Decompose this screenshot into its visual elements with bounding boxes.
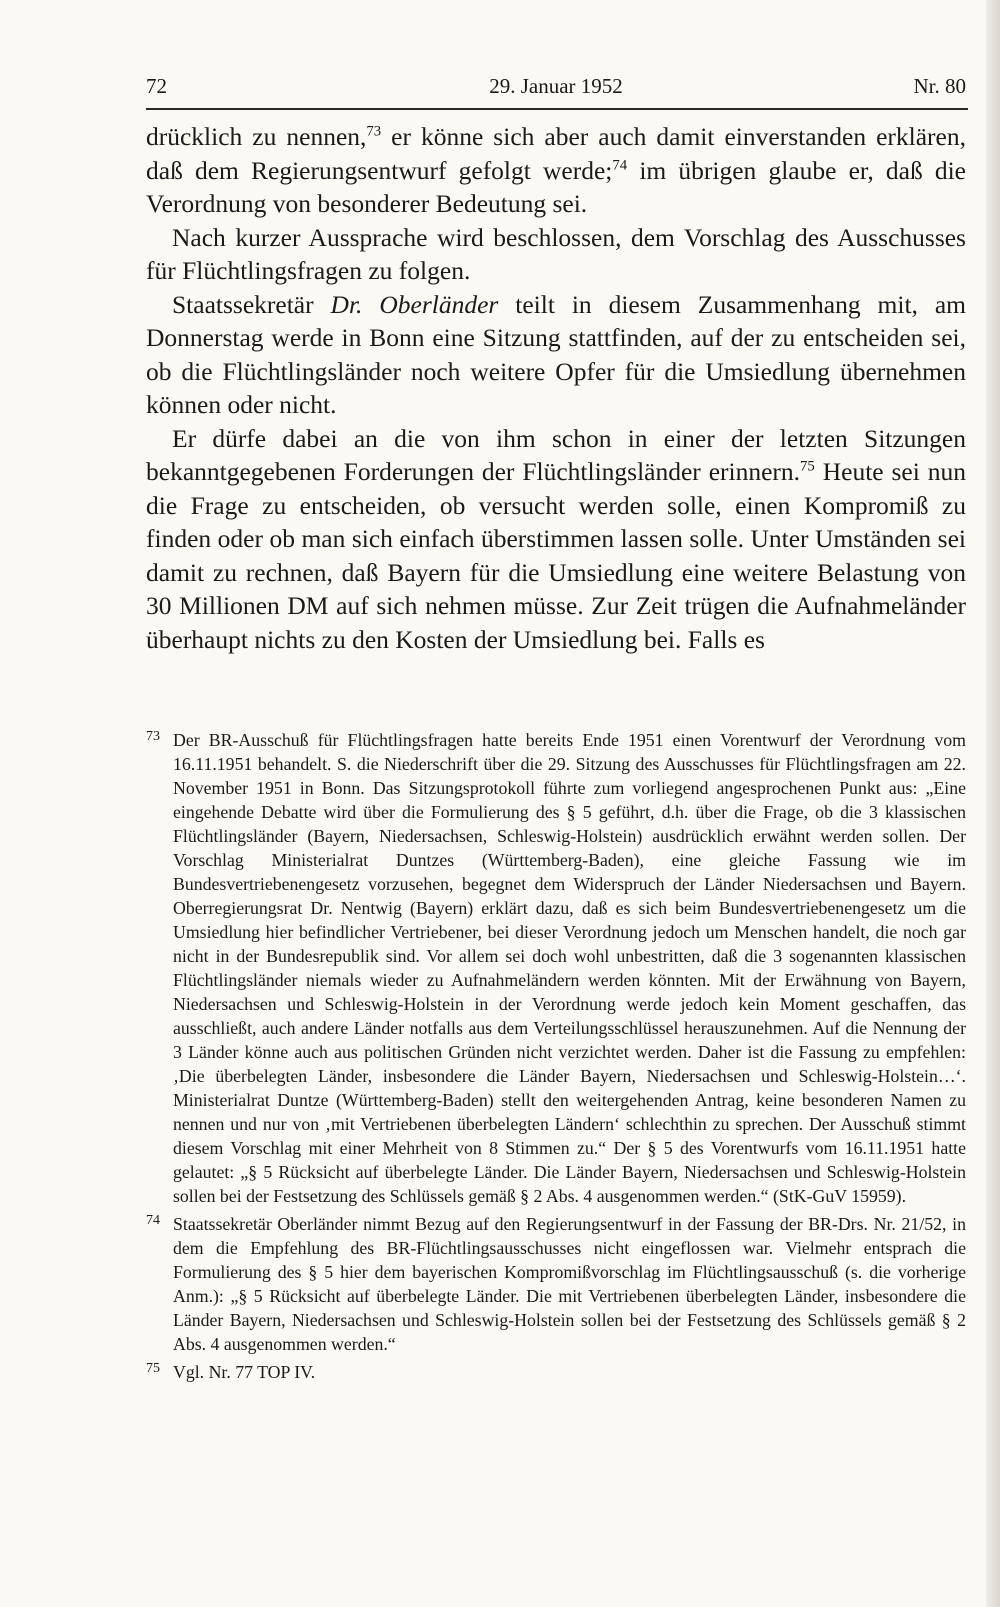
page-edge-shadow xyxy=(986,0,1000,1607)
paragraph-2: Nach kurzer Aussprache wird beschlossen, dem Vorschlag des Ausschusses für Flüchtlingsfragen zu folgen. xyxy=(146,222,966,285)
footnote-ref-73: 73 xyxy=(366,123,382,140)
footnote-marker: 75 xyxy=(146,1361,160,1376)
footnote-marker: 74 xyxy=(146,1213,160,1228)
footnote-73 xyxy=(146,728,966,1208)
paragraph-4 xyxy=(146,422,966,657)
footnote-74 xyxy=(146,1212,966,1356)
footnote-text: Staatssekretär Oberländer nimmt Bezug auf den Regierungsentwurf in der Fassung der BR-Drs. Nr. 21/52, in dem die Empfehlung des BR-Flüchtlingsausschusses nicht eingeflossen war. Vielmehr entsprach die Formulierung des § 5 hier dem bayerischen Kompromißvorschlag im Flüchtlingsausschuß (s. die vorherige Anm.): „§ 5 Rücksicht auf überbelegte Länder. Die mit Vertriebenen überbelegten Länder, insbesondere die Länder Bayern, Niedersachsen und Schleswig-Holstein sollen bei der Festsetzung des Schlüssels gemäß § 2 Abs. 4 ausgenommen werden.“ xyxy=(173,1214,966,1354)
footnote-text: Vgl. Nr. 77 TOP IV. xyxy=(173,1362,316,1382)
footnotes xyxy=(146,728,966,1388)
footnote-ref-75: 75 xyxy=(800,458,815,475)
speaker-name: Dr. Oberländer xyxy=(330,289,499,319)
text-run: im übrigen glaube er, daß die Verordnung von besonderer Bedeutung sei. xyxy=(146,155,967,218)
text-run: Er dürfe dabei an die von ihm schon in einer der letzten Sitzungen bekanntgegebenen Forderungen der Flüchtlingsländer erinnern. xyxy=(146,423,966,486)
text-run: drücklich zu nennen, xyxy=(146,122,367,151)
text-run: Heute sei nun die Frage zu entscheiden, ob versucht werden solle, einen Kompromiß zu finden oder ob man sich einfach überstimmen lassen solle. Unter Umständen sei damit zu rechnen, daß Bayern für die Umsiedlung eine weitere Belastung von 30 Millionen DM auf sich nehmen müsse. Zur Zeit trügen die Aufnahmeländer überhaupt nichts zu den Kosten der Umsiedlung bei. Falls es xyxy=(146,457,966,654)
footnote-75 xyxy=(146,1360,966,1384)
document-number: Nr. 80 xyxy=(913,74,966,98)
paragraph-1 xyxy=(146,120,966,221)
text-run: teilt in diesem Zusammenhang mit, am Donnerstag werde in Bonn eine Sitzung stattfinden, auf der zu entscheiden sei, ob die Flüchtlingsländer noch weitere Opfer für die Umsiedlung übernehmen können oder nicht. xyxy=(146,289,966,419)
footnote-text: Der BR-Ausschuß für Flüchtlingsfragen hatte bereits Ende 1951 einen Vorentwurf der Verordnung vom 16.11.1951 behandelt. S. die Niederschrift über die 29. Sitzung des Ausschusses für Flüchtlingsfragen am 22. November 1951 in Bonn. Das Sitzungsprotokoll führte zum vorliegend angesprochenen Punkt aus: „Eine eingehende Debatte wird über die Formulierung des § 5 geführt, d.h. über die Frage, ob die 3 klassischen Flüchtlingsländer (Bayern, Niedersachsen, Schleswig-Holstein) ausdrücklich erwähnt werden sollen. Der Vorschlag Ministerialrat Duntzes (Württemberg-Baden), eine gleiche Fassung wie im Bundesvertriebenengesetz vorzusehen, begegnet dem Widerspruch der Länder Niedersachsen und Bayern. Oberregierungsrat Dr. Nentwig (Bayern) erklärt dazu, daß es sich beim Bundesvertriebenengesetz um die Umsiedlung hier befindlicher Vertriebener, bei dieser Verordnung jedoch um Menschen handelt, die noch gar nicht in der Bundesrepublik sind. Vor allem sei doch wohl unbestritten, daß die 3 sogenannten klassischen Flüchtlingsländer niemals wieder zu Aufnahmeländern werden könnten. Mit der Erwähnung von Bayern, Niedersachsen und Schleswig-Holstein in der Verordnung werde jedoch kein Moment geschaffen, das ausschließt, auch andere Länder notfalls aus dem Verteilungsschlüssel herauszunehmen. Auf die Nennung der 3 Länder könne auch aus politischen Gründen nicht verzichtet werden. Daher ist die Fassung zu empfehlen: ‚Die überbelegten Länder, insbesondere die Länder Bayern, Niedersachsen und Schleswig-Holstein…‘. Ministerialrat Duntze (Württemberg-Baden) stellt den weitergehenden Antrag, keine besonderen Namen zu nennen und nur von ‚mit Vertriebenen überbelegten Ländern‘ schlechthin zu sprechen. Der Ausschuß stimmt diesem Vorschlag mit einer Mehrheit von 8 Stimmen zu.“ Der § 5 des Vorentwurfs vom 16.11.1951 hatte gelautet: „§ 5 Rücksicht auf überbelegte Länder. Die Länder Bayern, Niedersachsen und Schleswig-Holstein sollen bei der Festsetzung des Schlüssels gemäß § 2 Abs. 4 ausgenommen werden.“ (StK-GuV 15959). xyxy=(173,730,966,1206)
footnote-marker: 73 xyxy=(146,729,160,744)
main-text xyxy=(146,120,966,656)
header-rule xyxy=(146,108,968,110)
header-date: 29. Januar 1952 xyxy=(489,74,623,98)
paragraph-3 xyxy=(146,288,966,422)
page-number: 72 xyxy=(146,74,167,98)
text-run: er könne sich aber auch damit einverstanden erklären, daß dem Regierungsentwurf gefolgt werde; xyxy=(146,122,966,185)
footnote-ref-74: 74 xyxy=(612,157,628,173)
text-run: Staatssekretär xyxy=(172,289,331,319)
running-header xyxy=(146,74,966,104)
